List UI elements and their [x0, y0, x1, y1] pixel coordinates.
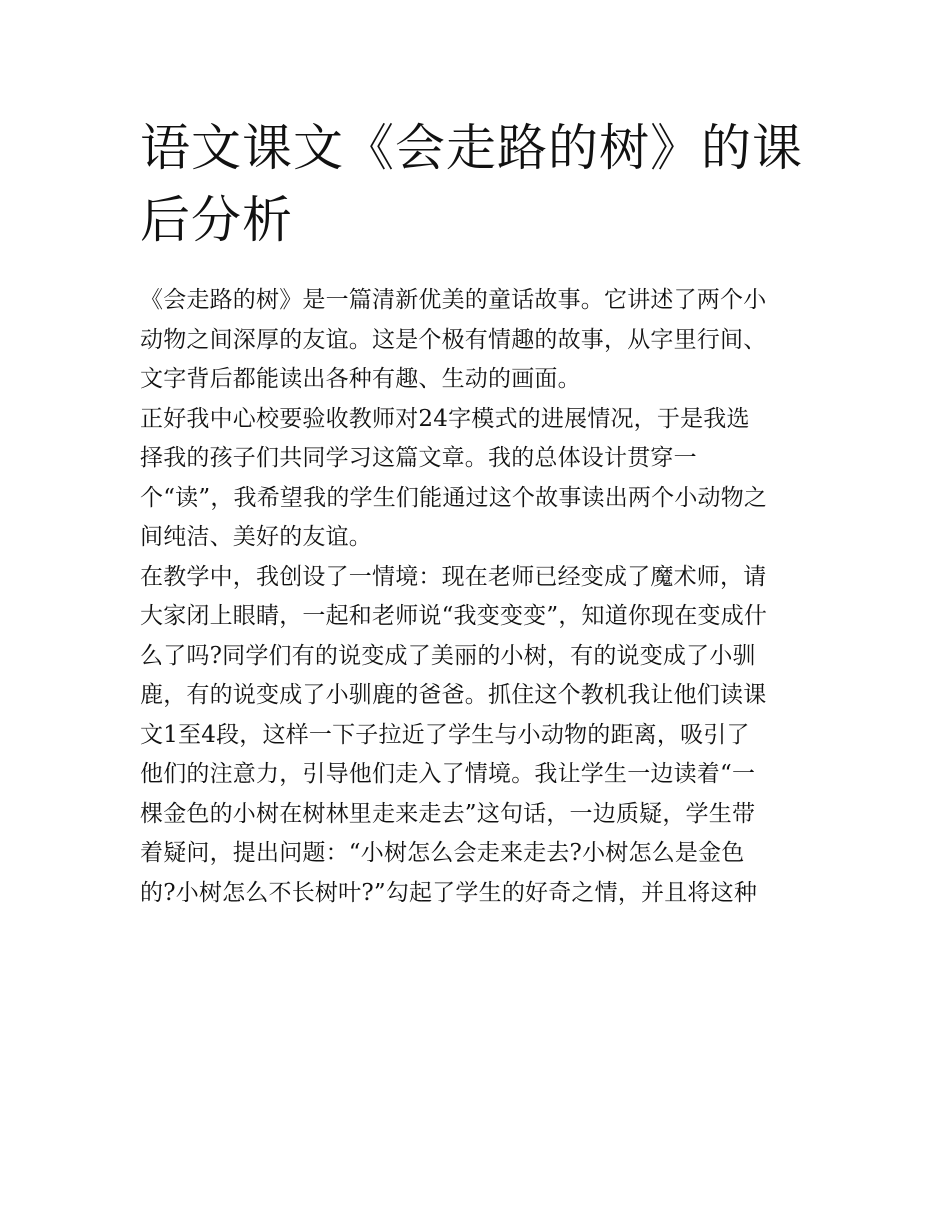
- paragraph-1: [140, 281, 830, 400]
- text-line: 着疑问，提出问题：“小树怎么会走来走去?小树怎么是金色: [140, 840, 745, 866]
- paragraph-3: [140, 558, 830, 914]
- text-line: 鹿，有的说变成了小驯鹿的爸爸。抓住这个教机我让他们读课: [140, 682, 767, 708]
- text-line: 在教学中，我创设了一情境：现在老师已经变成了魔术师，请: [140, 563, 767, 590]
- text-line: 文1至4段，这样一下子拉近了学生与小动物的距离，吸引了: [140, 721, 750, 748]
- text-line: 个“读”，我希望我的学生们能通过这个故事读出两个小动物之: [140, 484, 768, 511]
- text-line: 动物之间深厚的友谊。这是个极有情趣的故事，从字里行间、: [140, 326, 767, 353]
- paragraph-2: [140, 400, 830, 558]
- title-line-2: 后分析: [140, 191, 293, 249]
- document-title: [140, 112, 820, 256]
- title-line-1: 语文课文《会走路的树》的课: [140, 119, 803, 177]
- text-line: 正好我中心校要验收教师对24字模式的进展情况，于是我选: [140, 405, 750, 432]
- text-line: 么了吗?同学们有的说变成了美丽的小树，有的说变成了小驯: [140, 642, 756, 669]
- document-body: [140, 281, 830, 913]
- text-line: 间纯洁、美好的友谊。: [140, 524, 372, 550]
- text-line: 他们的注意力，引导他们走入了情境。我让学生一边读着“一: [140, 761, 756, 787]
- text-line: 大家闭上眼睛，一起和老师说“我变变变”，知道你现在变成什: [140, 603, 768, 629]
- text-line: 文字背后都能读出各种有趣、生动的画面。: [140, 366, 581, 392]
- text-line: 的?小树怎么不长树叶?”勾起了学生的好奇之情，并且将这种: [140, 879, 758, 906]
- text-line: 《会走路的树》是一篇清新优美的童话故事。它讲述了两个小: [140, 287, 767, 313]
- text-line: 棵金色的小树在树林里走来走去”这句话，一边质疑，学生带: [140, 800, 756, 827]
- text-line: 择我的孩子们共同学习这篇文章。我的总体设计贯穿一: [140, 445, 697, 471]
